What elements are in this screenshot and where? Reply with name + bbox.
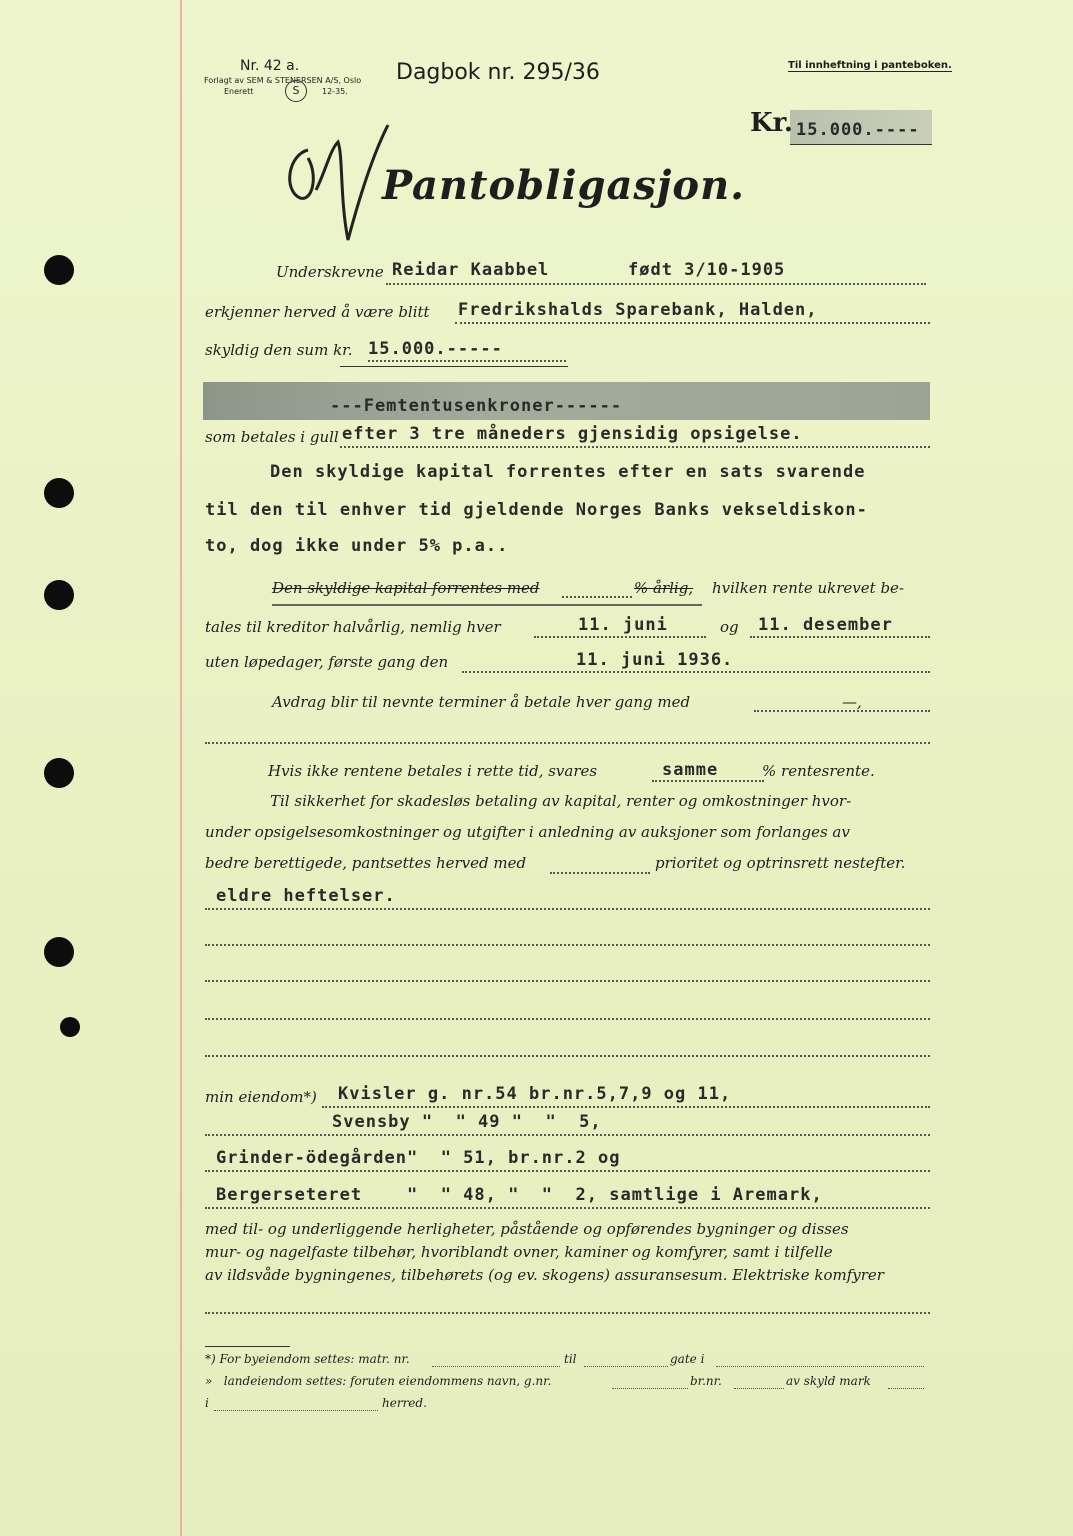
creditor-label: erkjenner herved å være blitt: [205, 303, 430, 321]
sum-label: skyldig den sum kr.: [205, 341, 353, 359]
footnote-fill-line: [432, 1366, 560, 1367]
security-line: bedre berettigede, pantsettes herved med: [205, 854, 527, 872]
interest-clause-line: Den skyldige kapital forrentes efter en sats svarende: [270, 462, 866, 482]
amount-label: Kr.: [750, 108, 793, 138]
creditor-name: Fredrikshalds Sparebank, Halden,: [458, 300, 818, 320]
blank-fill-line: [205, 742, 930, 744]
property-line: Kvisler g. nr.54 br.nr.5,7,9 og 11,: [338, 1084, 732, 1104]
security-line: prioritet og optrinsrett nestefter.: [655, 854, 906, 872]
footnote-fill-line: [716, 1366, 924, 1367]
dagbok-number: Dagbok nr. 295/36: [396, 60, 600, 85]
amount-underline: [790, 144, 932, 145]
installments-dash: —,: [842, 693, 862, 711]
binder-hole: [44, 758, 74, 788]
sum-underline: [340, 366, 568, 367]
interest-clause-line: to, dog ikke under 5% p.a..: [205, 536, 509, 556]
sum-in-words: ---Femtentusenkroner------: [330, 396, 623, 416]
blank-fill-line: [205, 1312, 930, 1314]
footnote-fill-line: [214, 1410, 378, 1411]
strike-scribble: [272, 596, 702, 606]
date2-fill-line: [750, 636, 930, 638]
property-fill-line: [205, 1170, 930, 1172]
penalty-suffix: % rentesrente.: [762, 762, 875, 780]
interest-terms-label: tales til kreditor halvårlig, nemlig hver: [205, 618, 501, 636]
blank-fill-line: [205, 980, 930, 982]
security-line: under opsigelsesomkostninger og utgifter i anledning av auksjoner som forlanges av: [205, 823, 850, 841]
property-line: Svensby " " 49 " " 5,: [332, 1112, 602, 1132]
first-payment-date: 11. juni 1936.: [576, 650, 734, 670]
penalty-value: samme: [662, 760, 719, 780]
amount-value: 15.000.----: [796, 120, 920, 140]
publisher-date: 12-35.: [322, 87, 348, 96]
footnote-line: *) For byeiendom settes: matr. nr.: [205, 1352, 410, 1366]
publisher-logo-icon: S: [285, 80, 307, 102]
form-number: Nr. 42 a.: [240, 58, 300, 74]
payment-fill-line: [340, 446, 930, 448]
payment-label: som betales i gull: [205, 428, 339, 446]
interest-date-2: 11. desember: [758, 615, 893, 635]
footnote-line: br.nr.: [690, 1374, 722, 1388]
sum-fill-line: [368, 360, 566, 362]
footnote-line: herred.: [382, 1396, 427, 1410]
debtor-label: Underskrevne: [276, 263, 384, 281]
footnote-line: av skyld mark: [786, 1374, 871, 1388]
publisher-enerett: Enerett: [224, 87, 254, 96]
sum-value: 15.000.-----: [368, 339, 503, 359]
blank-fill-line: [205, 1018, 930, 1020]
binding-note: Til innheftning i panteboken.: [788, 60, 952, 71]
debtor-born: født 3/10-1905: [628, 260, 786, 280]
property-label: min eiendom*): [205, 1088, 317, 1106]
date1-fill-line: [534, 636, 706, 638]
penalty-fill-line: [652, 780, 764, 782]
footnote-fill-line: [734, 1388, 784, 1389]
appurtenances-line: med til- og underliggende herligheter, påstående og opførendes bygninger og disses: [205, 1220, 849, 1238]
footnote-line: i: [205, 1396, 209, 1410]
debtor-name: Reidar Kaabbel: [392, 260, 550, 280]
interest-rest: hvilken rente ukrevet be-: [712, 579, 904, 597]
binder-hole: [44, 478, 74, 508]
margin-line: [180, 0, 182, 1536]
payment-terms: efter 3 tre måneders gjensidig opsigelse.: [342, 424, 803, 444]
footnote-line: gate i: [670, 1352, 705, 1366]
footnote-fill-line: [612, 1388, 688, 1389]
priority-fill-line: [550, 872, 650, 874]
struck-interest-text: Den skyldige kapital forrentes med: [272, 579, 540, 597]
appurtenances-line: mur- og nagelfaste tilbehør, hvoriblandt ovner, kaminer og komfyrer, samt i tilfelle: [205, 1243, 833, 1261]
footnote-rule: [205, 1346, 290, 1347]
property-fill-line: [205, 1207, 930, 1209]
binder-hole: [44, 255, 74, 285]
property-fill-line: [205, 1134, 930, 1136]
appurtenances-line: av ildsvåde bygningenes, tilbehørets (og ev. skogens) assuransesum. Elektriske komfyrer: [205, 1266, 884, 1284]
document-title: Pantobligasjon.: [382, 162, 746, 209]
prior-fill-line: [205, 908, 930, 910]
publisher-line: Forlagt av SEM & STENERSEN A/S, Oslo: [204, 76, 362, 85]
binder-hole: [44, 937, 74, 967]
interest-date-1: 11. juni: [578, 615, 668, 635]
debtor-fill-line: [386, 283, 926, 285]
blank-fill-line: [205, 1055, 930, 1057]
blank-fill-line: [205, 944, 930, 946]
binder-hole: [60, 1017, 80, 1037]
property-fill-line: [322, 1106, 930, 1108]
prior-encumbrances: eldre heftelser.: [216, 886, 396, 906]
footnote-fill-line: [888, 1388, 924, 1389]
creditor-fill-line: [455, 322, 930, 324]
struck-interest-end: % årlig,: [634, 579, 694, 597]
footnote-line: » landeiendom settes: foruten eiendommens navn, g.nr.: [205, 1374, 552, 1388]
property-line: Grinder-ödegården" " 51, br.nr.2 og: [216, 1148, 621, 1168]
penalty-label: Hvis ikke rentene betales i rette tid, svares: [268, 762, 598, 780]
interest-og: og: [720, 618, 739, 636]
installments-label: Avdrag blir til nevnte terminer å betale hver gang med: [272, 693, 691, 711]
first-payment-label: uten løpedager, første gang den: [205, 653, 449, 671]
security-line: Til sikkerhet for skadesløs betaling av kapital, renter og omkostninger hvor-: [270, 792, 852, 810]
footnote-fill-line: [584, 1366, 668, 1367]
footnote-line: til: [564, 1352, 577, 1366]
binder-hole: [44, 580, 74, 610]
property-line: Bergerseteret " " 48, " " 2, samtlige i Aremark,: [216, 1185, 823, 1205]
interest-clause-line: til den til enhver tid gjeldende Norges Banks vekseldiskon-: [205, 500, 868, 520]
first-payment-fill-line: [462, 671, 930, 673]
